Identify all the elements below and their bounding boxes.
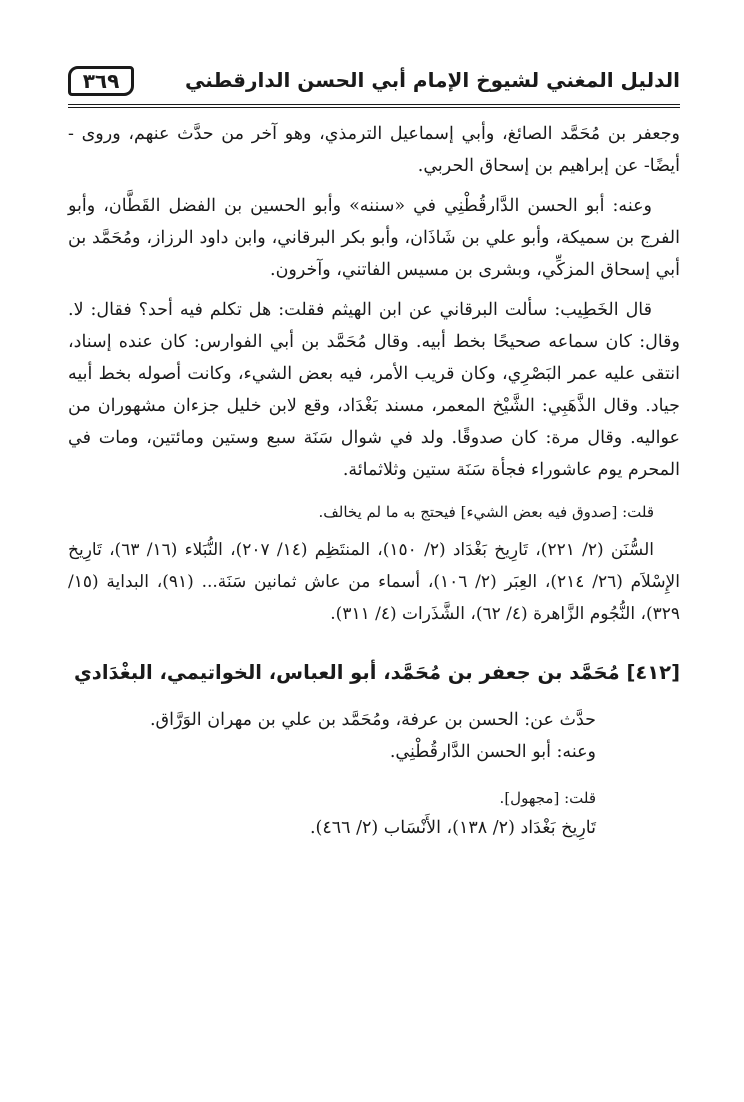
running-title: الدليل المغني لشيوخ الإمام أبي الحسن الدارقطني: [185, 68, 680, 92]
entry-heading: [٤١٢] مُحَمَّد بن جعفر بن مُحَمَّد، أبو العباس، الخواتيمي، البغْدَادي: [73, 661, 680, 684]
author-verdict-note: قلت: [صدوق فيه بعض الشيء] فيحتج به ما لم يخالف.: [318, 503, 654, 521]
paragraph-opinions: قال الخَطِيب: سألت البرقاني عن ابن الهيثم فقلت: هل تكلم فيه أحد؟ فقال: لا. وقال: كان سماعه صحيحًا بخط أبيه. وقال مُحَمَّد بن أبي الفوارس: كان عنده إسناد، انتقى عليه عمر البَصْرِي، وكان قريب الأمر، فيه بعض الشيء، وكانت أصوله بخط أبيه جياد. وقال الذَّهَبِي: الشَّيْخ المعمر، مسند بَغْدَاد، وقع لابن خليل جزءان مشهوران من عواليه. وقال مرة: كان صدوقًا. ولد في شوال سَنَة سبع وستين ومائتين، ومات في المحرم يوم عاشوراء فجأة سَنَة ستين وثلاثمائة.: [68, 300, 680, 480]
header-divider: [68, 104, 680, 108]
page-header: [68, 62, 680, 102]
entry-verdict-note: قلت: [مجهول].: [499, 789, 596, 807]
page-body: [68, 118, 680, 844]
entry-narrated-from: حدَّث عن: الحسن بن عرفة، ومُحَمَّد بن علي بن مهران الوَرَّاق.: [149, 710, 596, 730]
entry-narrated-by: وعنه: أبو الحسن الدَّارقُطْنِي.: [389, 742, 596, 762]
paragraph-students: وجعفر بن مُحَمَّد الصائغ، وأبي إسماعيل الترمذي، وهو آخر من حدَّث عنهم، وروى - أيضًا- عن إبراهيم بن إسحاق الحربي.: [68, 124, 680, 176]
page-number: ٣٦٩: [68, 66, 134, 96]
paragraph-narrators: وعنه: أبو الحسن الدَّارقُطْنِي في «سننه» وأبو الحسين بن الفضل القَطَّان، وأبو الفرج بن سميكة، وأبو علي بن شَاذَان، وأبو بكر البرقاني، وابن داود الرزاز، ومُحَمَّد بن أبي إسحاق المزكِّي، وبشرى بن مسيس الفاتني، وآخرون.: [68, 196, 680, 280]
sources-references: السُّنَن (٢/ ٢٢١)، تَارِيخ بَغْدَاد (٢/ ١٥٠)، المنتَظِم (١٤/ ٢٠٧)، النُّبَلاء (١٦/ ٦٣)، تَارِيخ الإِسْلاَم (٢٦/ ٢١٤)، العِبَر (٢/ ١٠٦)، أسماء من عاش ثمانين سَنَة... (٩١)، البداية (١٥/ ٣٢٩)، النُّجُوم الزَّاهرة (٤/ ٦٢)، الشَّذَرات (٤/ ٣١١).: [68, 540, 680, 624]
entry-references: تَارِيخ بَغْدَاد (٢/ ١٣٨)، الأَنْسَاب (٢/ ٤٦٦).: [309, 818, 596, 838]
